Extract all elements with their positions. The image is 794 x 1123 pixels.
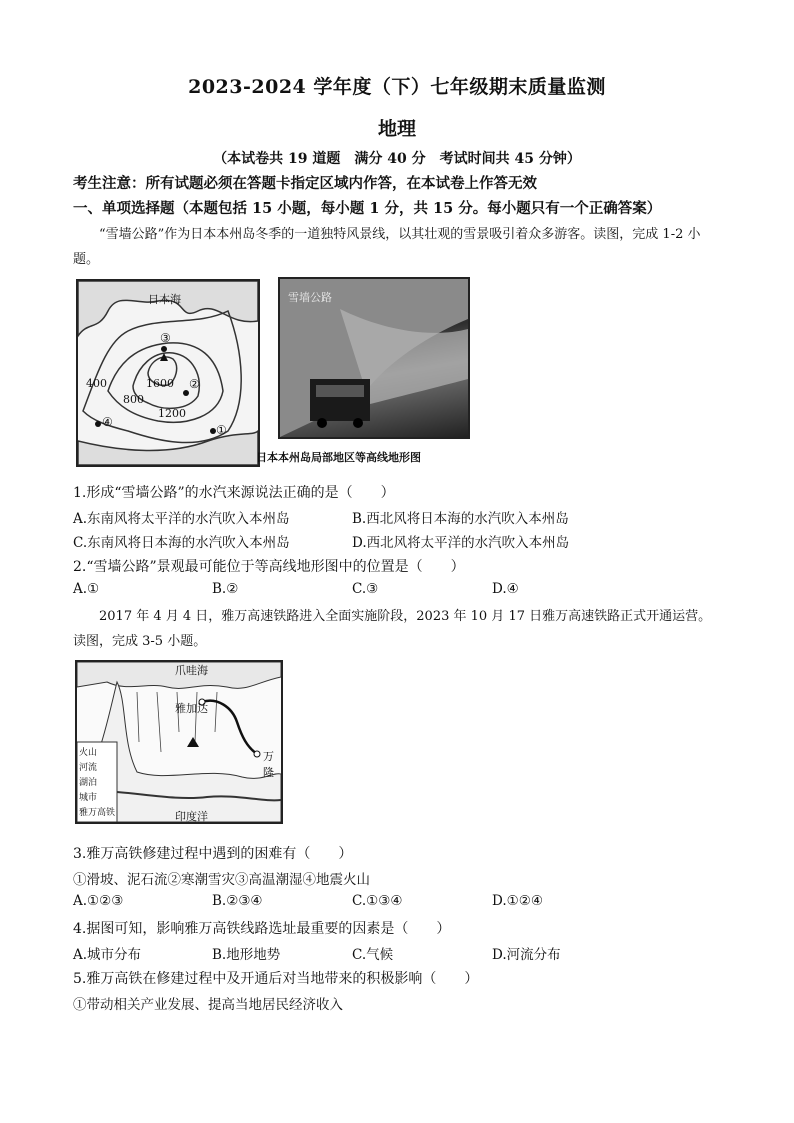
figure1-caption: 日本本州岛局部地区等高线地形图 [256,451,421,464]
q1-option-c: C.东南风将日本海的水汽吹入本州岛 [73,535,290,551]
contour-map [76,279,260,467]
q5-item-1: ①带动相关产业发展、提高当地居民经济收入 [73,997,343,1013]
java-map [75,660,283,824]
q4-option-c: C.气候 [352,947,394,963]
notice: 考生注意：所有试题必须在答题卡指定区域内作答，在本试卷上作答无效 [73,175,537,192]
contour-label-800: 800 [123,393,144,406]
intro-2: 2017 年 4 月 4 日，雅万高速铁路进入全面实施阶段，2023 年 10 月 17 日雅万高速铁路正式开通运营。读图，完成 3-5 小题。 [73,609,712,649]
point-2: ② [189,377,200,391]
point-4: ④ [102,415,113,429]
sea-label-java: 爪哇海 [175,664,208,677]
exam-info: （本试卷共 19 道题 满分 40 分 考试时间共 45 分钟） [213,151,581,167]
q3-option-d: D.①②④ [492,893,543,909]
q3-items: ①滑坡、泥石流②寒潮雪灾③高温潮湿④地震火山 [73,872,370,888]
q3-option-c: C.①③④ [352,893,403,909]
city-jakarta: 雅加达 [175,702,208,715]
contour-label-1600: 1600 [146,377,174,390]
legend-lake: 湖泊 [79,778,98,788]
q4-option-d: D.河流分布 [492,947,561,963]
sea-label-indian: 印度洋 [175,810,208,823]
q2-option-b: B.② [212,581,239,597]
contour-label-1200: 1200 [158,407,186,420]
city-bandung: 万隆 [263,750,274,779]
map-label-sea: 日本海 [148,293,181,306]
q4-option-a: A.城市分布 [73,947,142,963]
contour-label-400: 400 [86,377,107,390]
legend-volcano: 火山 [79,748,98,758]
exam-title: 2023-2024 学年度（下）七年级期末质量监测 [188,76,606,98]
intro-1: “雪墙公路”作为日本本州岛冬季的一道独特风景线，以其壮观的雪景吸引着众多游客。读图，完成 1-2 小题。 [73,227,701,267]
map-legend [79,746,117,821]
q2-option-d: D.④ [492,581,519,597]
q4-stem: 4.据图可知，影响雅万高铁线路选址最重要的因素是（ ） [73,921,451,937]
q1-option-d: D.西北风将太平洋的水汽吹入本州岛 [352,535,570,551]
legend-railway: 雅万高铁 [79,808,116,818]
section-heading: 一、单项选择题（本题包括 15 小题，每小题 1 分，共 15 分。每小题只有一个正确答案） [73,200,662,217]
q1-option-b: B.西北风将日本海的水汽吹入本州岛 [352,511,569,527]
q2-option-a: A.① [73,581,100,597]
q5-stem: 5.雅万高铁在修建过程中及开通后对当地带来的积极影响（ ） [73,971,479,987]
q2-option-c: C.③ [352,581,379,597]
q1-stem: 1.形成“雪墙公路”的水汽来源说法正确的是（ ） [73,485,395,501]
legend-city: 城市 [79,793,98,803]
point-1: ① [216,423,227,437]
photo-label: 雪墙公路 [288,291,332,304]
q3-option-b: B.②③④ [212,893,263,909]
contour-map-drawing [78,281,258,465]
snow-wall-photo [278,277,470,439]
q2-stem: 2.“雪墙公路”景观最可能位于等高线地形图中的位置是（ ） [73,559,465,575]
legend-river: 河流 [79,763,98,773]
subject-title: 地理 [377,118,416,140]
q4-option-b: B.地形地势 [212,947,281,963]
q1-option-a: A.东南风将太平洋的水汽吹入本州岛 [73,511,290,527]
q3-option-a: A.①②③ [73,893,124,909]
q3-stem: 3.雅万高铁修建过程中遇到的困难有（ ） [73,846,353,862]
point-3: ③ [160,331,171,345]
